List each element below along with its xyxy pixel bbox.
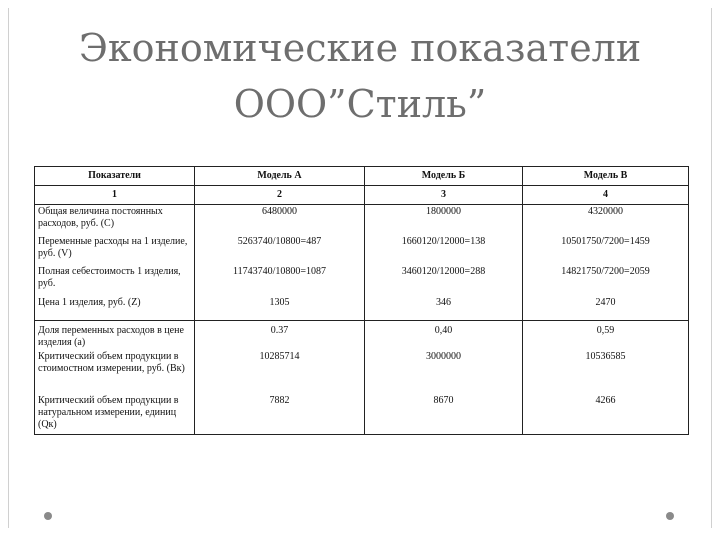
row-label: Доля переменных расходов в цене изделия (а): [35, 321, 195, 351]
column-number: 2: [195, 186, 365, 205]
indicators-table-wrap: [34, 166, 688, 435]
column-number: 3: [365, 186, 523, 205]
row-value: 2470: [523, 295, 689, 321]
right-border-line: [711, 8, 712, 528]
row-value: 7882: [195, 394, 365, 434]
row-value: 4266: [523, 394, 689, 434]
table-number-row: [35, 186, 689, 205]
row-value: 4320000: [523, 205, 689, 235]
title-line-1: Экономические показатели: [78, 26, 642, 70]
table-row: [35, 265, 689, 295]
row-value: 6480000: [195, 205, 365, 235]
row-value: 1660120/12000=138: [365, 235, 523, 265]
table-row: [35, 235, 689, 265]
row-label: Цена 1 изделия, руб. (Z): [35, 295, 195, 321]
title-line-2: ООО”Стиль”: [233, 82, 487, 126]
header-model-a: Модель А: [195, 167, 365, 186]
row-value: 14821750/7200=2059: [523, 265, 689, 295]
row-value: 3000000: [365, 350, 523, 394]
header-model-v: Модель В: [523, 167, 689, 186]
slide-title: [60, 20, 660, 132]
indicators-table: [34, 166, 689, 435]
row-value: 0,59: [523, 321, 689, 351]
row-label: Критический объем продукции в натуральном измерении, единиц (Qк): [35, 394, 195, 434]
row-label: Полная себестоимость 1 изделия, руб.: [35, 265, 195, 295]
column-number: 1: [35, 186, 195, 205]
left-dot-icon: [44, 512, 52, 520]
row-value: 11743740/10800=1087: [195, 265, 365, 295]
row-value: 10285714: [195, 350, 365, 394]
row-label: Критический объем продукции в стоимостном измерении, руб. (Вк): [35, 350, 195, 394]
header-model-b: Модель Б: [365, 167, 523, 186]
left-border-line: [8, 8, 9, 528]
column-number: 4: [523, 186, 689, 205]
row-value: 1800000: [365, 205, 523, 235]
row-value: 10536585: [523, 350, 689, 394]
row-value: 0,40: [365, 321, 523, 351]
table-row: [35, 350, 689, 394]
table-header-row: [35, 167, 689, 186]
row-label: Общая величина постоянных расходов, руб. (С): [35, 205, 195, 235]
table-row: [35, 394, 689, 434]
row-label: Переменные расходы на 1 изделие, руб. (V): [35, 235, 195, 265]
row-value: 8670: [365, 394, 523, 434]
table-row: [35, 321, 689, 351]
right-dot-icon: [666, 512, 674, 520]
table-row: [35, 295, 689, 321]
header-indicators: Показатели: [35, 167, 195, 186]
row-value: 0.37: [195, 321, 365, 351]
table-row: [35, 205, 689, 235]
row-value: 3460120/12000=288: [365, 265, 523, 295]
row-value: 10501750/7200=1459: [523, 235, 689, 265]
row-value: 346: [365, 295, 523, 321]
row-value: 1305: [195, 295, 365, 321]
row-value: 5263740/10800=487: [195, 235, 365, 265]
